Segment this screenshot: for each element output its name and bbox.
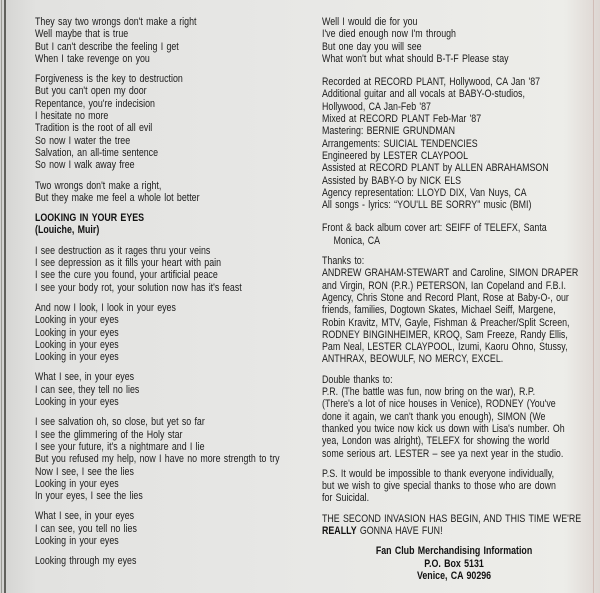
lyric-line: Looking in your eyes xyxy=(35,534,119,547)
lyrics-stanza xyxy=(35,416,319,502)
lyric-line: So now I water the tree xyxy=(35,134,131,147)
closing-emphasis: REALLY xyxy=(322,524,357,537)
lyric-line: I see your body rot, your solution now has it's feast xyxy=(35,281,242,294)
lyric-line: I can see, they tell no lies xyxy=(35,383,140,396)
lyrics-stanza xyxy=(35,73,319,171)
lyrics-column xyxy=(35,16,319,576)
thanks-heading: Thanks to: xyxy=(322,255,365,268)
ps-line: but we wish to give special thanks to those who are down xyxy=(322,480,556,493)
thanks-line: ANTHRAX, BEOWULF, NO MERCY, EXCEL. xyxy=(322,353,504,366)
lyric-line: But you refused my help, now I have no more strength to try xyxy=(35,453,280,466)
lyrics-stanza xyxy=(322,16,586,65)
closing-rest: GONNA HAVE FUN! xyxy=(356,524,443,537)
booklet-spine-line xyxy=(4,0,6,593)
lyric-line: Now I see, I see the lies xyxy=(35,465,134,478)
lyric-line: In your eyes, I see the lies xyxy=(35,490,143,503)
lyric-line: I've died enough now I'm through xyxy=(322,28,456,41)
lyric-line: I hesitate no more xyxy=(35,110,109,123)
thanks-block xyxy=(322,255,586,366)
thanks-line: Agency, Chris Stone and Record Plant, Rose at Baby-O-, our xyxy=(322,291,569,304)
lyric-line: Repentance, you're indecision xyxy=(35,97,155,110)
lyric-line: I see the glimmering of the Holy star xyxy=(35,428,183,441)
lyric-line: Well I would die for you xyxy=(322,16,418,28)
lyric-line: I see salvation oh, so close, but yet so far xyxy=(35,416,205,429)
cover-art-credit-line: Front & back album cover art: SEIFF of TELEFX, Santa xyxy=(322,222,547,235)
thanks-line: friends, families, Dogtown Skates, Michael Seiff, Margene, xyxy=(322,304,556,317)
credit-line: All songs - lyrics: “YOU'LL BE SORRY” music (BMI) xyxy=(322,199,532,212)
lyric-line: I see destruction as it rages thru your veins xyxy=(35,244,211,257)
double-thanks-line: done it again, we can't thank you enough), SIMON (We xyxy=(322,410,546,423)
double-thanks-list xyxy=(322,386,586,460)
lyric-line: Well maybe that is true xyxy=(35,28,129,41)
closing-line xyxy=(322,525,586,537)
thanks-line: and Virgin, RON (P.R.) PETERSON, Ian Copeland and F.B.I. xyxy=(322,279,566,292)
lyric-line: So now I walk away free xyxy=(35,159,135,172)
credits-column xyxy=(322,16,586,582)
lyric-line: But you can't open my door xyxy=(35,85,147,98)
page-left-edge xyxy=(1,0,2,593)
song-title-block xyxy=(35,212,319,237)
page-right-crease xyxy=(593,0,594,593)
lyric-line: Forgiveness is the key to destruction xyxy=(35,73,183,86)
double-thanks-line: thanked you twice now kick us down with Lisa's number. Oh xyxy=(322,422,565,435)
lyric-line: Looking in your eyes xyxy=(35,351,119,364)
song-title: LOOKING IN YOUR EYES xyxy=(35,212,145,225)
double-thanks-line: (There's a lot of nice houses in Venice), RODNEY (You've xyxy=(322,398,556,411)
lyric-line: Looking in your eyes xyxy=(35,396,119,409)
thanks-line: RODNEY BINGINHEIMER, KROQ, Sam Freeze, Randy Ellis, xyxy=(322,328,568,341)
lyric-line: I see your future, it's a nightmare and I lie xyxy=(35,440,205,453)
credit-line: Mixed at RECORD PLANT Feb-Mar '87 xyxy=(322,113,482,126)
lyrics-stanza xyxy=(35,555,319,567)
lyric-line: Looking in your eyes xyxy=(35,326,119,339)
lyric-line: But they make me feel a whole lot better xyxy=(35,191,200,204)
fan-club-line: P.O. Box 5131 xyxy=(424,557,484,570)
cover-art-credit-block xyxy=(322,222,586,247)
credit-line: Additional guitar and all vocals at BABY-O-studios, xyxy=(322,88,525,101)
double-thanks-line: some serious art. LESTER – see ya next year in the studio. xyxy=(322,447,564,460)
lyric-line: And now I look, I look in your eyes xyxy=(35,301,176,314)
ps-line: for Suicidal. xyxy=(322,492,370,505)
ps-line: P.S. It would be impossible to thank everyone individually, xyxy=(322,467,555,480)
double-thanks-heading: Double thanks to: xyxy=(322,373,393,386)
song-writers: (Louiche, Muir) xyxy=(35,224,100,237)
lyric-line: What I see, in your eyes xyxy=(35,371,135,384)
credit-line: Assisted at RECORD PLANT by ALLEN ABRAHAMSON xyxy=(322,162,549,175)
fan-club-line: Venice, CA 90296 xyxy=(416,569,492,582)
credit-line: Mastering: BERNIE GRUNDMAN xyxy=(322,125,455,138)
lyrics-stanza xyxy=(35,180,319,205)
lyric-line: Looking in your eyes xyxy=(35,477,119,490)
lyric-line: What won't but what should B-T-F Please stay xyxy=(322,52,509,65)
closing-line: THE SECOND INVASION HAS BEGIN, AND THIS TIME WE'RE xyxy=(322,512,582,525)
lyric-line: Looking in your eyes xyxy=(35,314,119,327)
lyric-line: Looking in your eyes xyxy=(35,338,119,351)
double-thanks-line: P.R. (The battle was fun, now bring on the war), R.P. xyxy=(322,386,536,399)
fan-club-line: Fan Club Merchandising Information xyxy=(375,545,533,558)
lyric-line: But one day you will see xyxy=(322,40,422,53)
lyrics-stanza xyxy=(35,245,319,294)
lyric-line: Salvation, an all-time sentence xyxy=(35,146,159,159)
lyrics-stanza xyxy=(35,510,319,547)
credit-line: Arrangements: SUICIAL TENDENCIES xyxy=(322,137,478,150)
credit-line: Recorded at RECORD PLANT, Hollywood, CA Jan '87 xyxy=(322,76,541,89)
double-thanks-block xyxy=(322,374,586,460)
credit-line: Engineered by LESTER CLAYPOOL xyxy=(322,149,468,162)
lyric-line: But I can't describe the feeling I get xyxy=(35,40,179,53)
thanks-line: Pam Neal, LESTER CLAYPOOL, Izumi, Kaoru Ohno, Stussy, xyxy=(322,341,568,354)
lyric-line: When I take revenge on you xyxy=(35,52,150,65)
lyric-line: They say two wrongs don't make a right xyxy=(35,16,197,28)
fan-club-info-block xyxy=(322,545,586,582)
thanks-list xyxy=(322,267,586,365)
lyric-line: What I see, in your eyes xyxy=(35,510,135,523)
lyric-line: Tradition is the root of all evil xyxy=(35,122,153,135)
closing-statement-block xyxy=(322,513,586,538)
lyrics-stanza xyxy=(35,302,319,363)
ps-note-block xyxy=(322,468,586,505)
lyric-line: Looking through my eyes xyxy=(35,555,137,568)
lyric-line: I see the cure you found, your artificial peace xyxy=(35,269,218,282)
thanks-line: Robin Kravitz, MTV, Gayle, Fishman & Preacher/Split Screen, xyxy=(322,316,570,329)
credit-line: Hollywood, CA Jan-Feb '87 xyxy=(322,100,431,113)
lyrics-stanza xyxy=(35,16,319,65)
lyric-line: I can see, you tell no lies xyxy=(35,522,137,535)
thanks-line: ANDREW GRAHAM-STEWART and Caroline, SIMON DRAPER xyxy=(322,267,579,280)
credit-line: Assisted by BABY-O by NICK ELS xyxy=(322,174,462,187)
lyric-line: Two wrongs don't make a right, xyxy=(35,179,162,192)
recording-credits-block xyxy=(322,76,586,211)
lyric-line: I see depression as it fills your heart with pain xyxy=(35,257,222,270)
credit-line: Agency representation: LLOYD DIX, Van Nuys, CA xyxy=(322,186,527,199)
double-thanks-line: yea, London was alright), TELEFX for showing the world xyxy=(322,435,550,448)
cover-art-credit-line: Monica, CA xyxy=(333,234,381,247)
lyrics-stanza xyxy=(35,371,319,408)
